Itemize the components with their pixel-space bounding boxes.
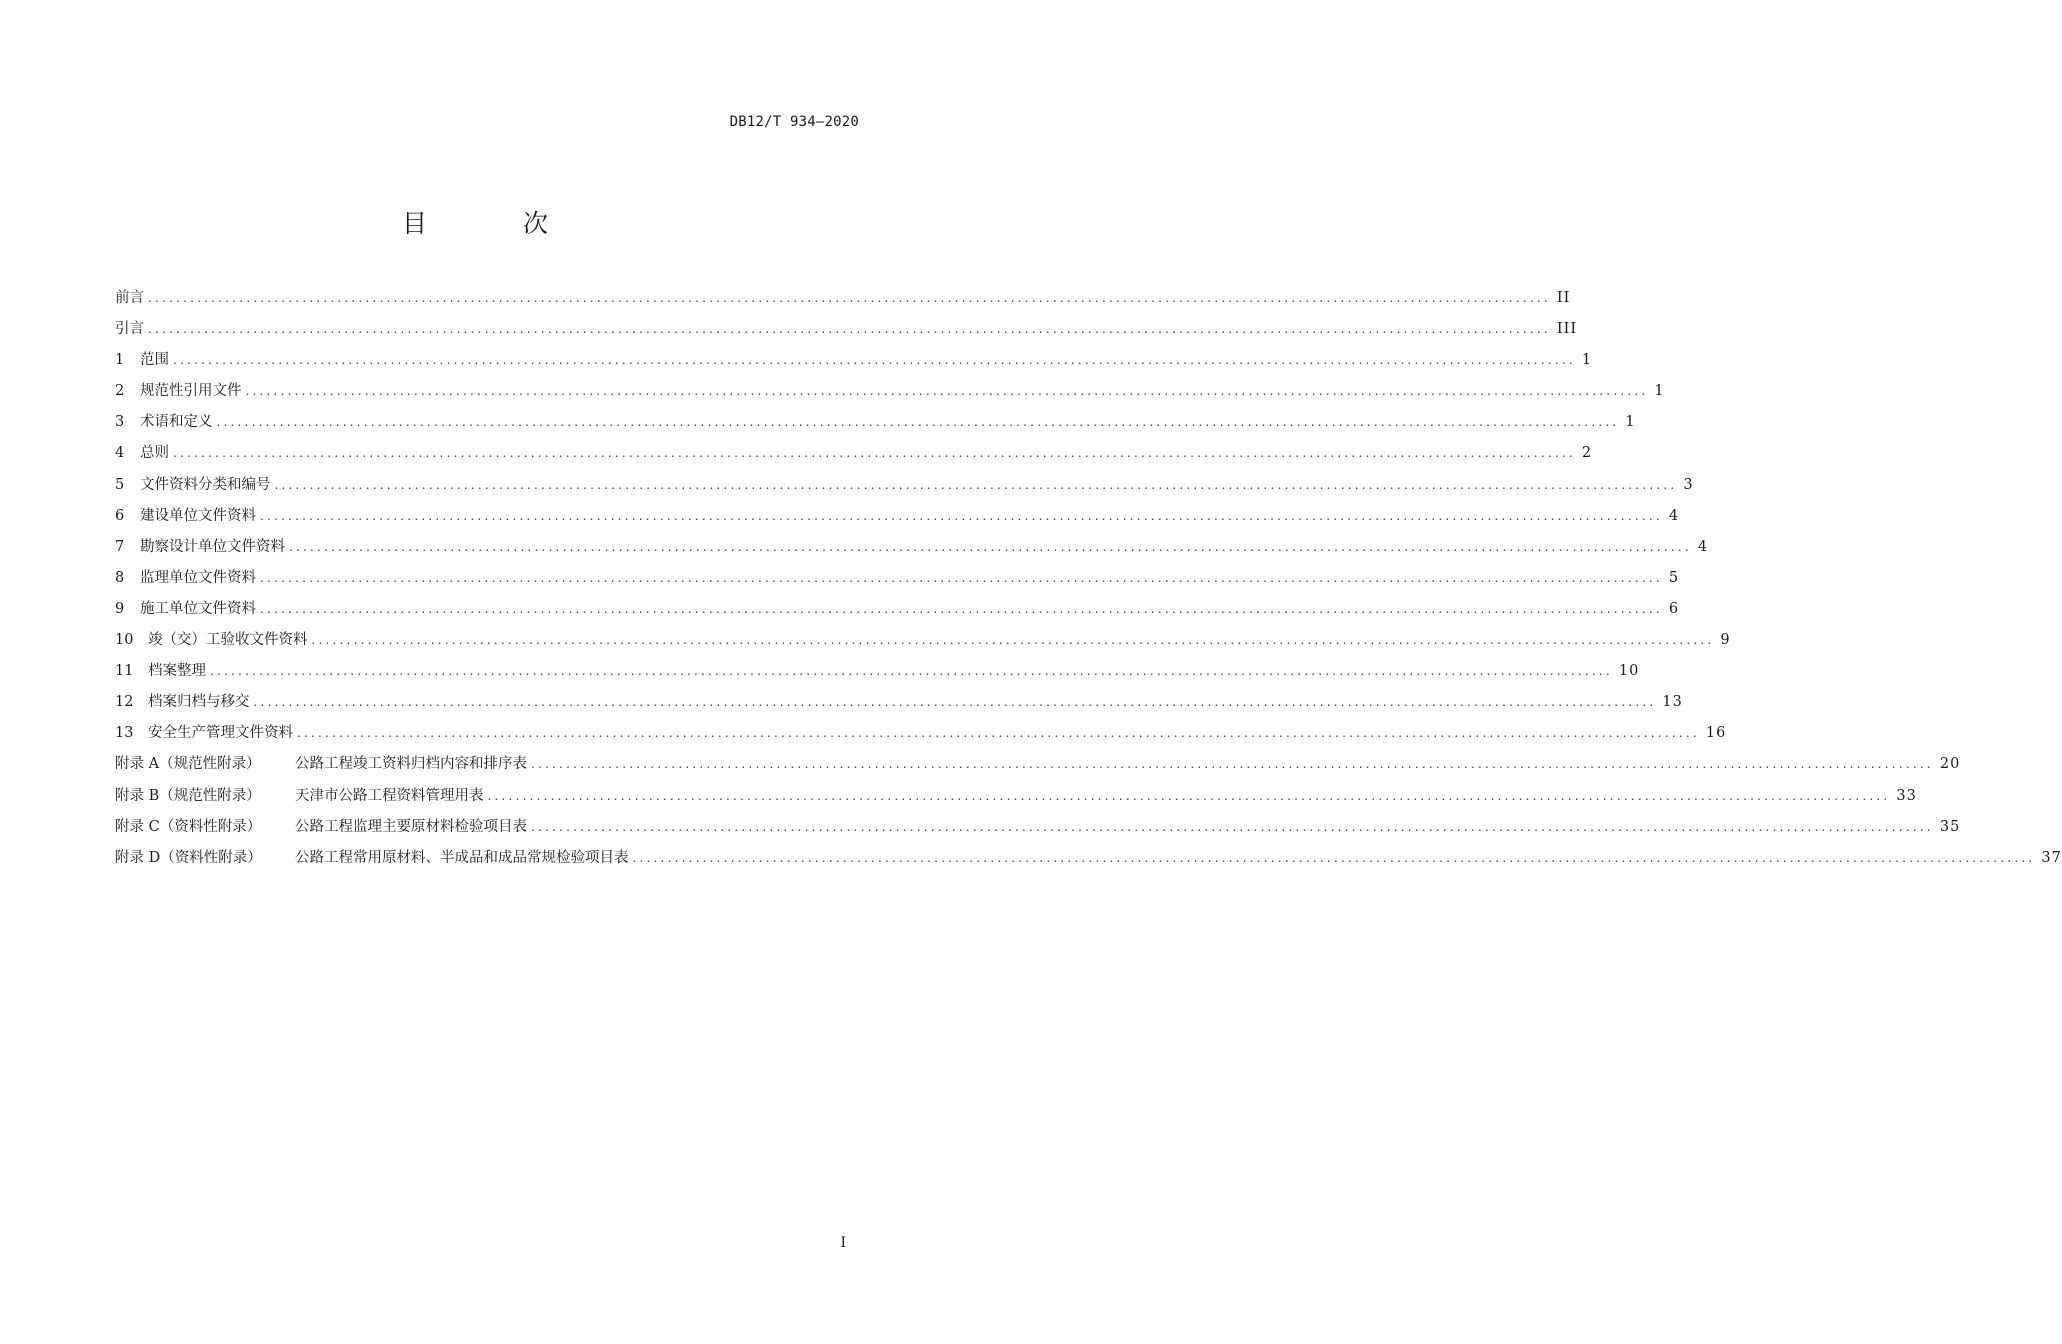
toc-entry-label: 天津市公路工程资料管理用表 xyxy=(295,787,484,804)
page-number: I xyxy=(840,1235,846,1251)
toc-entry-label: 前言 xyxy=(115,290,144,306)
toc-entry-label: 文件资料分类和编号 xyxy=(140,476,271,493)
toc-entry-page: 6 xyxy=(1668,600,1680,617)
toc-entry-12[interactable] xyxy=(115,687,1683,718)
toc-entry-preface[interactable] xyxy=(115,283,1571,314)
toc-entry-number: 8 xyxy=(115,569,125,586)
toc-entry-page: 37 xyxy=(2041,849,2062,866)
toc-leader-dots: ........................................................................................................................................................................................................ xyxy=(289,539,1692,554)
toc-leader-dots: ........................................................................................................................................................................................................ xyxy=(531,757,1934,772)
toc-entry-label: 公路工程常用原材料、半成品和成品常规检验项目表 xyxy=(295,849,629,866)
toc-entry-10[interactable] xyxy=(115,625,1731,656)
toc-entry-page: II xyxy=(1556,290,1571,306)
toc-entry-appendix-b[interactable] xyxy=(115,781,1917,812)
toc-entry-introduction[interactable] xyxy=(115,314,1578,345)
toc-entry-label: 范围 xyxy=(140,352,169,369)
toc-entry-label: 施工单位文件资料 xyxy=(140,600,256,617)
toc-entry-7[interactable] xyxy=(115,532,1709,563)
toc-leader-dots: ........................................................................................................................................................................................................ xyxy=(173,446,1576,461)
toc-entry-number: 5 xyxy=(115,476,125,493)
toc-entry-number: 13 xyxy=(115,725,134,742)
toc-entry-label: 规范性引用文件 xyxy=(140,383,242,400)
toc-leader-dots: ........................................................................................................................................................................................................ xyxy=(216,415,1620,430)
toc-entry-appendix-a[interactable] xyxy=(115,749,1961,780)
toc-entry-page: 1 xyxy=(1654,383,1665,400)
toc-entry-number: 6 xyxy=(115,507,125,524)
toc-leader-dots: ........................................................................................................................................................................................................ xyxy=(311,633,1715,648)
toc-entry-page: 10 xyxy=(1618,663,1640,680)
table-of-contents xyxy=(115,283,2062,874)
toc-leader-dots: ........................................................................................................................................................................................................ xyxy=(210,664,1613,679)
toc-entry-13[interactable] xyxy=(115,718,1727,749)
toc-entry-3[interactable] xyxy=(115,407,1636,438)
toc-entry-label: 档案整理 xyxy=(148,663,206,680)
toc-entry-page: 35 xyxy=(1939,818,1961,835)
toc-entry-label: 总则 xyxy=(140,445,169,462)
toc-entry-label: 安全生产管理文件资料 xyxy=(148,725,293,742)
toc-entry-6[interactable] xyxy=(115,501,1680,532)
toc-entry-label: 监理单位文件资料 xyxy=(140,569,256,586)
toc-entry-label: 引言 xyxy=(115,321,144,338)
toc-entry-page: 4 xyxy=(1697,538,1709,555)
toc-leader-dots: ........................................................................................................................................................................................................ xyxy=(531,819,1934,834)
toc-entry-9[interactable] xyxy=(115,594,1680,625)
toc-leader-dots: ........................................................................................................................................................................................................ xyxy=(260,508,1663,523)
toc-entry-label: 公路工程监理主要原材料检验项目表 xyxy=(295,818,527,835)
toc-entry-label: 建设单位文件资料 xyxy=(140,507,256,524)
toc-entry-page: III xyxy=(1556,321,1578,338)
toc-leader-dots: ........................................................................................................................................................................................................ xyxy=(274,477,1678,492)
toc-entry-number: 11 xyxy=(115,663,134,680)
toc-entry-appendix-c[interactable] xyxy=(115,812,1961,843)
toc-leader-dots: ........................................................................................................................................................................................................ xyxy=(632,850,2036,865)
toc-entry-11[interactable] xyxy=(115,656,1640,687)
toc-entry-page: 20 xyxy=(1939,756,1961,773)
toc-entry-page: 16 xyxy=(1705,725,1727,742)
toc-entry-label: 公路工程竣工资料归档内容和排序表 xyxy=(295,756,527,773)
toc-entry-number: 附录 A（规范性附录） xyxy=(115,756,261,773)
toc-entry-page: 13 xyxy=(1662,694,1683,711)
toc-entry-page: 1 xyxy=(1581,352,1593,369)
toc-entry-page: 9 xyxy=(1720,632,1731,649)
toc-entry-number: 附录 C（资料性附录） xyxy=(115,818,262,835)
toc-entry-number: 1 xyxy=(115,352,125,369)
toc-entry-number: 附录 B（规范性附录） xyxy=(115,787,261,804)
toc-entry-number: 12 xyxy=(115,694,134,711)
toc-leader-dots: ........................................................................................................................................................................................................ xyxy=(148,291,1551,305)
toc-entry-page: 5 xyxy=(1668,569,1680,586)
toc-entry-4[interactable] xyxy=(115,438,1593,469)
toc-entry-number: 4 xyxy=(115,445,125,462)
toc-entry-page: 3 xyxy=(1683,476,1694,493)
toc-leader-dots: ........................................................................................................................................................................................................ xyxy=(148,322,1551,337)
toc-entry-number: 9 xyxy=(115,600,125,617)
toc-entry-label: 档案归档与移交 xyxy=(148,694,250,711)
toc-entry-2[interactable] xyxy=(115,376,1665,407)
toc-entry-number: 10 xyxy=(115,632,134,649)
toc-leader-dots: ........................................................................................................................................................................................................ xyxy=(245,384,1649,399)
toc-leader-dots: ........................................................................................................................................................................................................ xyxy=(297,726,1700,741)
toc-leader-dots: ........................................................................................................................................................................................................ xyxy=(253,695,1657,710)
toc-entry-number: 7 xyxy=(115,538,125,555)
toc-entry-label: 术语和定义 xyxy=(140,414,213,431)
toc-entry-number: 2 xyxy=(115,383,125,400)
toc-entry-number: 附录 D（资料性附录） xyxy=(115,849,262,866)
toc-entry-number: 3 xyxy=(115,414,125,431)
toc-entry-8[interactable] xyxy=(115,563,1680,594)
standard-code: DB12/T 934—2020 xyxy=(729,114,859,130)
toc-leader-dots: ........................................................................................................................................................................................................ xyxy=(173,353,1576,368)
toc-title: 目 次 xyxy=(402,209,592,238)
toc-leader-dots: ........................................................................................................................................................................................................ xyxy=(260,570,1663,585)
toc-entry-label: 勘察设计单位文件资料 xyxy=(140,538,285,555)
toc-entry-page: 33 xyxy=(1896,787,1917,804)
toc-entry-label: 竣（交）工验收文件资料 xyxy=(148,632,308,649)
toc-entry-page: 2 xyxy=(1581,445,1593,462)
toc-entry-page: 4 xyxy=(1668,507,1680,524)
toc-entry-appendix-d[interactable] xyxy=(115,843,2062,874)
toc-entry-page: 1 xyxy=(1625,414,1636,431)
toc-entry-1[interactable] xyxy=(115,345,1593,376)
toc-leader-dots: ........................................................................................................................................................................................................ xyxy=(487,788,1891,803)
toc-entry-5[interactable] xyxy=(115,470,1694,501)
toc-leader-dots: ........................................................................................................................................................................................................ xyxy=(260,601,1663,616)
